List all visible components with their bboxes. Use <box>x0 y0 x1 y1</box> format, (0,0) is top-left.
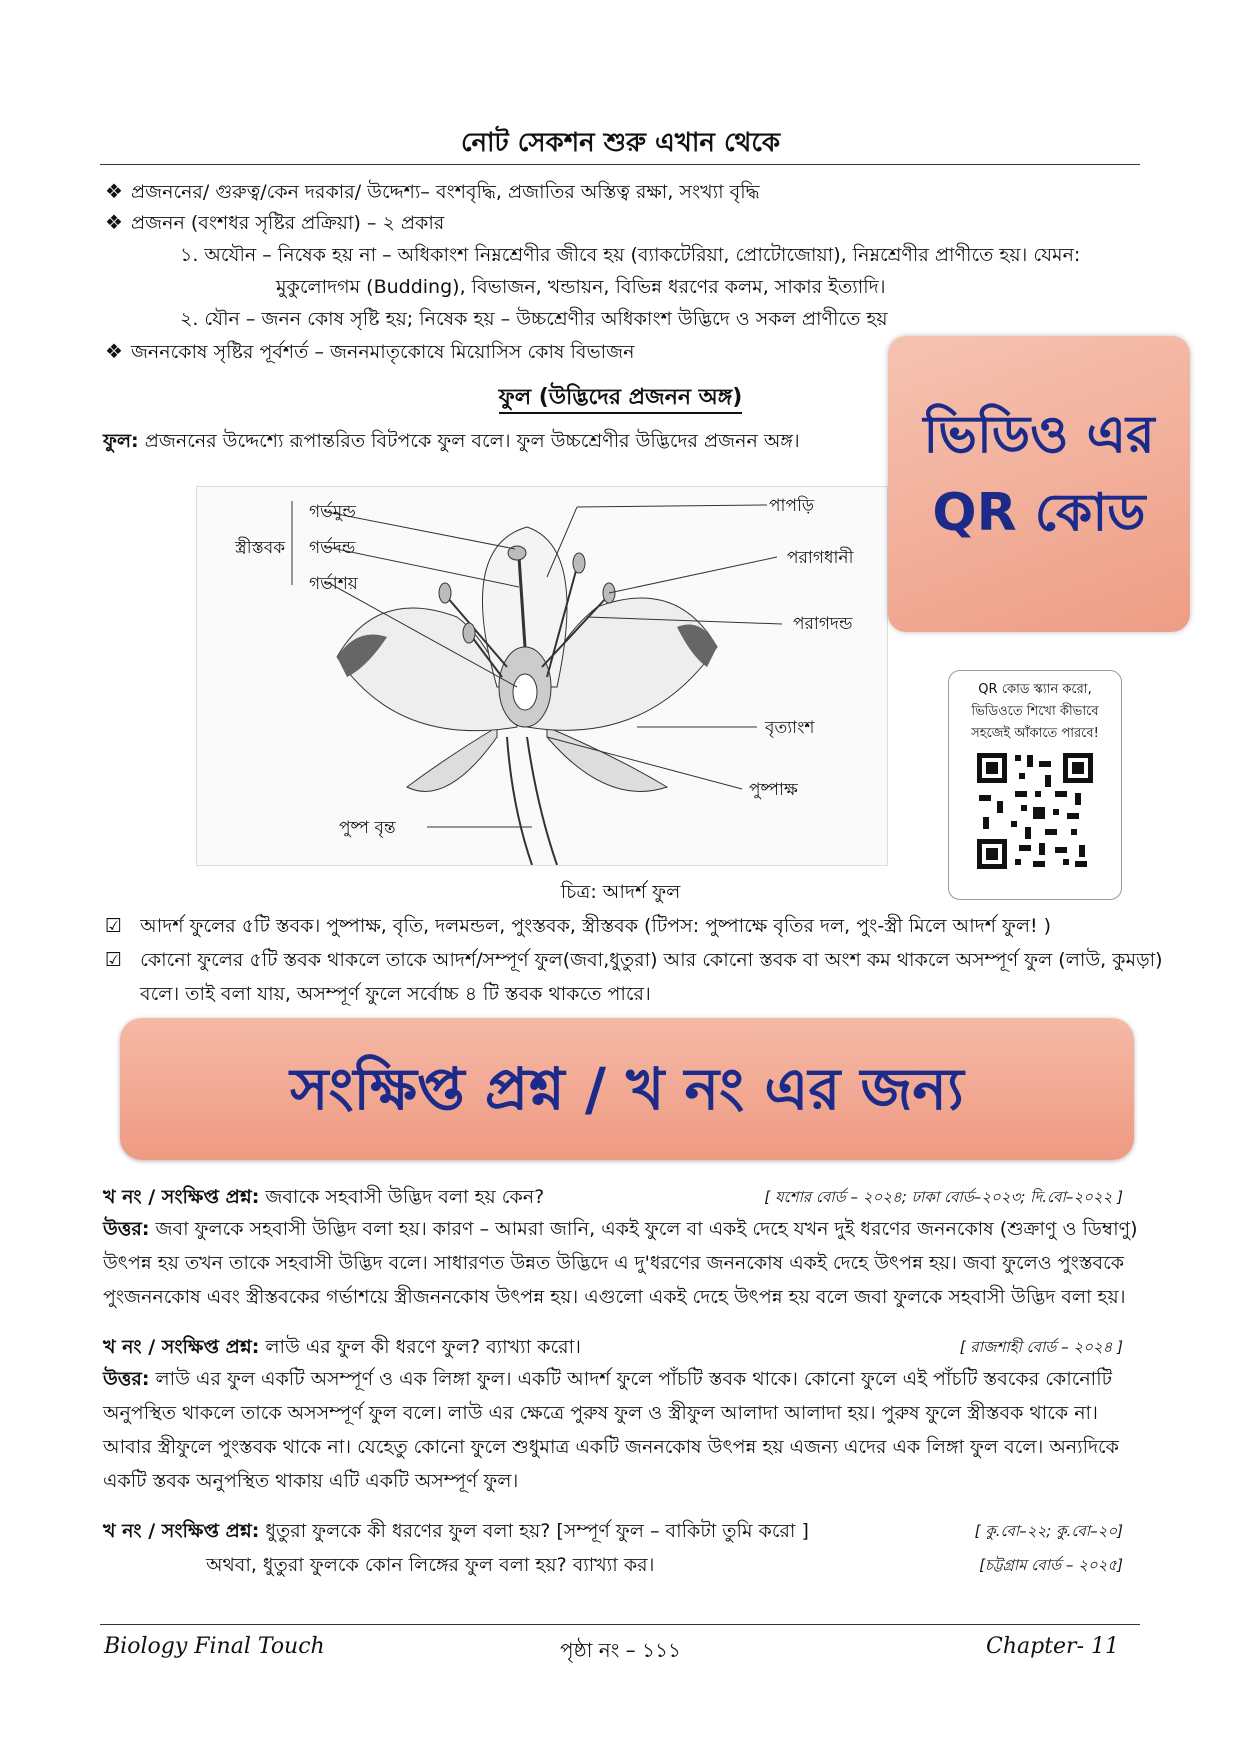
label-stigma: গর্ভমুন্ড <box>309 502 356 522</box>
question-alt-source: [চট্টগ্রাম বোর্ড – ২০২৫] <box>979 1556 1123 1574</box>
footer-divider <box>100 1624 1140 1625</box>
diamond-bullet-icon: ❖ <box>105 339 123 363</box>
check-item-1 <box>105 910 1051 942</box>
bullet-reproduction <box>105 207 444 238</box>
question-label: খ নং / সংক্ষিপ্ত প্রশ্ন: <box>103 1336 260 1358</box>
pedicel-shape <box>507 737 532 865</box>
qr-caption <box>949 679 1121 745</box>
video-qr-callout <box>888 336 1190 632</box>
flower-definition <box>103 426 800 456</box>
ovule-shape <box>513 674 537 710</box>
anther-shape <box>463 623 475 643</box>
footer-page-number: পৃষ্ঠা নং – ১১১ <box>560 1638 681 1662</box>
question-alt-text: অথবা, ধুতুরা ফুলকে কোন লিঙ্গের ফুল বলা হয়? ব্যাখ্যা কর। <box>206 1554 655 1576</box>
anther-shape <box>439 583 451 603</box>
label-style: গর্ভদন্ড <box>309 538 356 558</box>
question-label: খ নং / সংক্ষিপ্ত প্রশ্ন: <box>103 1520 260 1542</box>
anther-shape <box>573 553 585 573</box>
definition-text: প্রজননের উদ্দেশ্যে রূপান্তরিত বিটপকে ফুল বলে। ফুল উচ্চশ্রেণীর উদ্ভিদের প্রজনন অঙ্গ। <box>138 430 800 452</box>
question-text: লাউ এর ফুল কী ধরণে ফুল? ব্যাখ্যা করো। <box>259 1336 581 1358</box>
definition-term: ফুল: <box>103 430 139 452</box>
label-anther: পরাগধানী <box>787 548 854 568</box>
diamond-bullet-icon: ❖ <box>105 210 123 234</box>
asexual-line: ১. অযৌন – নিষেক হয় না – অধিকাংশ নিম্নশ্রেণীর জীবে হয় (ব্যাকটেরিয়া, প্রোটোজোয়া), নিম্নশ্রেণীর প্রাণীতে হয়। যেমন: <box>180 244 1081 266</box>
figure-caption: চিত্র: আদর্শ ফুল <box>560 881 681 903</box>
checkbox-icon: ☑ <box>105 915 123 937</box>
sexual-line: ২. যৌন – জনন কোষ সৃষ্টি হয়; নিষেক হয় – উচ্চশ্রেণীর অধিকাংশ উদ্ভিদে ও সকল প্রাণীতে হয় <box>180 308 888 330</box>
footer-chapter: Chapter- 11 <box>986 1634 1119 1659</box>
label-sepal: বৃত্যাংশ <box>765 718 815 738</box>
label-ovary: গর্ভাশয় <box>309 574 358 594</box>
qr-caption-line: QR কোড স্ক্যান করো, <box>978 682 1092 697</box>
qr-card <box>948 670 1122 900</box>
answer-text: লাউ এর ফুল একটি অসম্পূর্ণ ও এক লিঙ্গা ফুল। একটি আদর্শ ফুলে পাঁচটি স্তবক থাকে। কোনো ফুলে এই পাঁচটি স্তবকের কোনোটি অনুপস্থিত থাকলে তাকে অসসম্পূর্ণ ফুল বলে। লাউ এর ক্ষেত্রে পুরুষ ফুল ও স্ত্রীফুল আলাদা আলাদা হয়। পুরুষ ফুলে স্ত্রীস্তবক থাকে না। আবার স্ত্রীফুলে পুংস্তবক থাকে না। যেহেতু কোনো ফুলে শুধুমাত্র একটি জননকোষ উৎপন্ন হয় এজন্য এদের এক লিঙ্গা ফুল বলে। অন্যদিকে একটি স্তবক অনুপস্থিত থাকায় এটি একটি অসম্পূর্ণ ফুল। <box>103 1368 1119 1492</box>
question-source: [ যশোর বোর্ড – ২০২৪; ঢাকা বোর্ড–২০২৩; দি.বো–২০২২ ] <box>764 1188 1123 1206</box>
check-text: কোনো ফুলের ৫টি স্তবক থাকলে তাকে আদর্শ/সম্পূর্ণ ফুল(জবা,ধুতুরা) আর কোনো স্তবক বা অংশ কম থাকলে অসম্পূর্ণ ফুল (লাউ, কুমড়া) <box>140 949 1163 971</box>
page-title: নোট সেকশন শুরু এখান থেকে <box>460 128 781 158</box>
question-label: খ নং / সংক্ষিপ্ত প্রশ্ন: <box>103 1186 260 1208</box>
bullet-text: জননকোষ সৃষ্টির পূর্বশর্ত – জননমাতৃকোষে মিয়োসিস কোষ বিভাজন <box>130 341 635 363</box>
answer-2 <box>103 1362 1143 1498</box>
qr-code-icon[interactable] <box>975 751 1095 871</box>
sepal-right <box>547 727 667 791</box>
bullet-text: প্রজননের/ গুরুত্ব/কেন দরকার/ উদ্দেশ্য– বংশবৃদ্ধি, প্রজাতির অস্তিত্ব রক্ষা, সংখ্যা বৃদ্ধি <box>130 181 760 203</box>
label-filament: পরাগদন্ড <box>793 614 853 634</box>
bullet-importance <box>105 176 760 207</box>
qr-caption-line: সহজেই আঁকাতে পারবে! <box>971 726 1099 741</box>
answer-text: জবা ফুলকে সহবাসী উদ্ভিদ বলা হয়। কারণ – আমরা জানি, একই ফুলে বা একই দেহে যখন দুই ধরণের জননকোষ (শুক্রাণু ও ডিম্বাণু) উৎপন্ন হয় তখন তাকে সহবাসী উদ্ভিদ বলে। সাধারণত উন্নত উদ্ভিদে এ দু'ধরণের জননকোষ একই দেহে উৎপন্ন হয়। জবা ফুলেও পুংস্তবকে পুংজননকোষ এবং স্ত্রীস্তবকের গর্ভাশয়ে স্ত্রীজননকোষ উৎপন্ন হয়। এগুলো একই দেহে উৎপন্ন হয় বলে জবা ফুলকে সহবাসী উদ্ভিদ বলা হয়। <box>103 1218 1138 1308</box>
leader-petal <box>577 505 767 507</box>
check-text: আদর্শ ফুলের ৫টি স্তবক। পুষ্পাক্ষ, বৃতি, দলমন্ডল, পুংস্তবক, স্ত্রীস্তবক (টিপস: পুষ্পাক্ষে বৃতির দল, পুং-স্ত্রী মিলে আদর্শ ফুল! ) <box>140 915 1052 937</box>
question-source: [ রাজশাহী বোর্ড – ২০২৪ ] <box>959 1338 1123 1356</box>
label-pedicel: পুষ্প বৃন্ত <box>339 818 396 838</box>
pedicel-shape <box>527 737 557 865</box>
footer-book-title: Biology Final Touch <box>104 1634 325 1659</box>
leader-anther <box>609 557 777 593</box>
question-source: [ কু.বো–২২; কু.বো–২০] <box>974 1522 1123 1540</box>
diamond-bullet-icon: ❖ <box>105 179 123 203</box>
flower-illustration <box>197 487 887 865</box>
question-2 <box>103 1330 1143 1364</box>
short-question-banner: সংক্ষিপ্ত প্রশ্ন / খ নং এর জন্য <box>120 1018 1134 1160</box>
subtitle-text: ফুল (উদ্ভিদের প্রজনন অঙ্গ) <box>499 385 743 414</box>
question-3 <box>103 1514 1143 1548</box>
bullet-gamete <box>105 336 635 367</box>
title-divider <box>100 164 1140 165</box>
check-item-2-cont: বলে। তাই বলা যায়, অসম্পূর্ণ ফুলে সর্বোচ্চ ৪ টি স্তবক থাকতে পারে। <box>140 983 651 1005</box>
answer-label: উত্তর: <box>103 1368 150 1390</box>
question-text: জবাকে সহবাসী উদ্ভিদ বলা হয় কেন? <box>259 1186 545 1208</box>
sepal-left <box>407 727 497 791</box>
asexual-examples: মুকুলোদগম (Budding), বিভাজন, খন্ডায়ন, বিভিন্ন ধরণের কলম, সাকার ইত্যাদি। <box>276 276 886 298</box>
checkbox-icon: ☑ <box>105 949 123 971</box>
bullet-text: প্রজনন (বংশধর সৃষ্টির প্রক্রিয়া) – ২ প্রকার <box>130 212 445 234</box>
video-callout-line1: ভিডিও এর <box>923 405 1155 465</box>
label-petal: পাপড়ি <box>769 496 815 516</box>
qr-caption-line: ভিডিওতে শিখো কীভাবে <box>971 704 1099 719</box>
question-text: ধুতুরা ফুলকে কী ধরণের ফুল বলা হয়? [সম্পূর্ণ ফুল – বাকিটা তুমি করো ] <box>259 1520 809 1542</box>
answer-label: উত্তর: <box>103 1218 150 1240</box>
label-gynoecium: স্ত্রীস্তবক <box>235 538 286 558</box>
video-callout-line2: QR কোড <box>932 483 1146 543</box>
flower-diagram <box>196 486 888 866</box>
answer-1 <box>103 1212 1143 1314</box>
check-item-2 <box>105 944 1163 976</box>
label-receptacle: পুষ্পাক্ষ <box>749 780 798 800</box>
question-1 <box>103 1180 1143 1214</box>
question-3-alt <box>206 1548 1143 1582</box>
